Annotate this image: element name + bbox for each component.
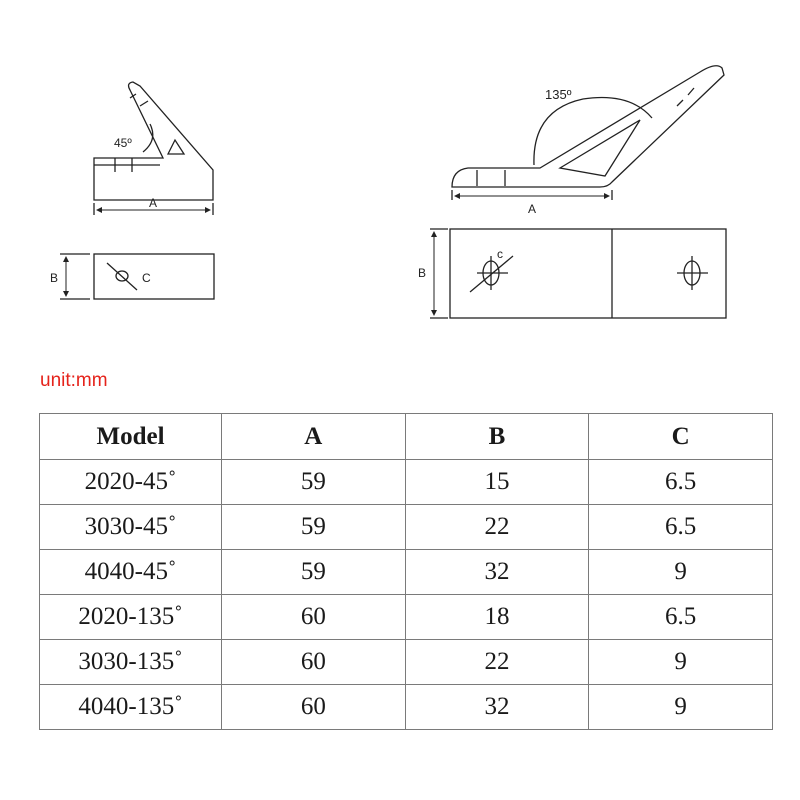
cell-c: 9 [589,550,773,595]
dim-a-label-45: A [149,196,158,210]
technical-drawings [0,0,800,360]
cell-model: 3030-135˚ [40,640,222,685]
table-row [40,640,773,685]
dim-c-label-135: c [497,247,503,261]
bracket-135-side-view [452,66,724,200]
dim-b-label-45: B [50,271,59,285]
cell-model: 3030-45˚ [40,505,222,550]
cell-a: 59 [222,550,406,595]
spec-table [39,413,773,730]
cell-b: 22 [405,505,589,550]
cell-b: 18 [405,595,589,640]
cell-a: 60 [222,595,406,640]
cell-model: 2020-135˚ [40,595,222,640]
cell-model: 4040-135˚ [40,685,222,730]
table-row [40,505,773,550]
table-header-row [40,414,773,460]
cell-c: 9 [589,640,773,685]
table-row [40,685,773,730]
header-b: B [405,414,589,460]
table-row [40,550,773,595]
cell-b: 22 [405,640,589,685]
unit-label: unit:mm [40,370,108,391]
cell-a: 59 [222,460,406,505]
cell-model: 4040-45˚ [40,550,222,595]
dim-c-label-45: C [142,271,151,285]
angle-label-45: 45º [114,136,132,150]
cell-c: 6.5 [589,595,773,640]
header-model: Model [40,414,222,460]
table-row [40,595,773,640]
angle-label-135: 135º [545,87,572,102]
cell-b: 15 [405,460,589,505]
cell-a: 60 [222,685,406,730]
cell-b: 32 [405,685,589,730]
header-c: C [589,414,773,460]
cell-c: 9 [589,685,773,730]
bracket-135-top-view [430,229,726,318]
cell-c: 6.5 [589,505,773,550]
header-a: A [222,414,406,460]
cell-c: 6.5 [589,460,773,505]
dim-a-label-135: A [528,202,537,216]
cell-a: 59 [222,505,406,550]
table-row [40,460,773,505]
bracket-45-top-view [60,254,214,299]
cell-model: 2020-45˚ [40,460,222,505]
dim-b-label-135: B [418,266,427,280]
cell-b: 32 [405,550,589,595]
cell-a: 60 [222,640,406,685]
